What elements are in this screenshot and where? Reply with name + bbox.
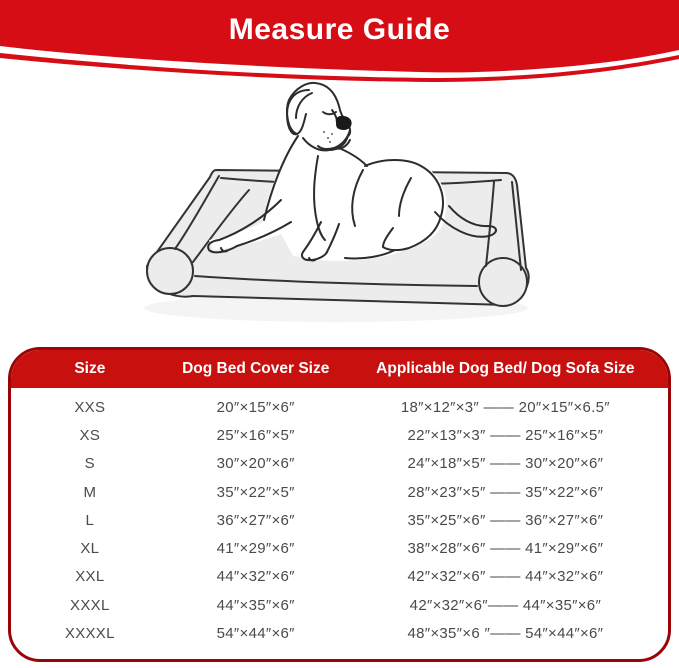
applicable-size-value: 42″×32″×6″—— 44″×35″×6″ (409, 596, 602, 614)
size-label: L (85, 511, 95, 529)
size-label: XXS (74, 398, 106, 416)
column-header-size: Size (74, 360, 106, 377)
table-body (11, 388, 668, 648)
size-label: M (83, 483, 97, 501)
dog-on-bolster-bed-illustration (131, 70, 551, 332)
table-row (11, 393, 668, 421)
cover-size-value: 44″×35″×6″ (216, 596, 295, 614)
applicable-size-value: 22″×13″×3″ —— 25″×16″×5″ (407, 426, 604, 444)
cover-size-value: 20″×15″×6″ (216, 398, 295, 416)
table-row (11, 478, 668, 506)
applicable-size-value: 24″×18″×5″ —— 30″×20″×6″ (407, 455, 604, 473)
page-title: Measure Guide (228, 13, 451, 46)
column-header-cover-size: Dog Bed Cover Size (182, 360, 330, 377)
table-row (11, 421, 668, 449)
applicable-size-value: 18″×12″×3″ —— 20″×15″×6.5″ (400, 398, 610, 416)
size-label: XXXL (70, 596, 110, 614)
applicable-size-value: 48″×35″×6 ″—— 54″×44″×6″ (407, 625, 604, 643)
cover-size-value: 25″×16″×5″ (216, 426, 295, 444)
dog-bed-illustration (131, 70, 551, 332)
table-row (11, 450, 668, 478)
column-header-applicable-size: Applicable Dog Bed/ Dog Sofa Size (376, 360, 635, 377)
cover-size-value: 30″×20″×6″ (216, 455, 295, 473)
size-label: XXL (75, 568, 105, 586)
size-label: XS (79, 426, 101, 444)
size-label: XXXXL (64, 625, 115, 643)
table-row (11, 534, 668, 562)
applicable-size-value: 35″×25″×6″ —— 36″×27″×6″ (407, 511, 604, 529)
table-row (11, 506, 668, 534)
table-header-row (11, 350, 668, 388)
size-label: XL (80, 540, 100, 558)
applicable-size-value: 42″×32″×6″ —— 44″×32″×6″ (407, 568, 604, 586)
cover-size-value: 44″×32″×6″ (216, 568, 295, 586)
applicable-size-value: 28″×23″×5″ —— 35″×22″×6″ (407, 483, 604, 501)
table-row (11, 591, 668, 619)
applicable-size-value: 38″×28″×6″ —— 41″×29″×6″ (407, 540, 604, 558)
cover-size-value: 41″×29″×6″ (216, 540, 295, 558)
cover-size-value: 35″×22″×5″ (216, 483, 295, 501)
size-label: S (84, 455, 95, 473)
table-row (11, 563, 668, 591)
cover-size-value: 54″×44″×6″ (216, 625, 295, 643)
size-chart-table (8, 347, 671, 662)
cover-size-value: 36″×27″×6″ (216, 511, 295, 529)
table-row (11, 619, 668, 647)
